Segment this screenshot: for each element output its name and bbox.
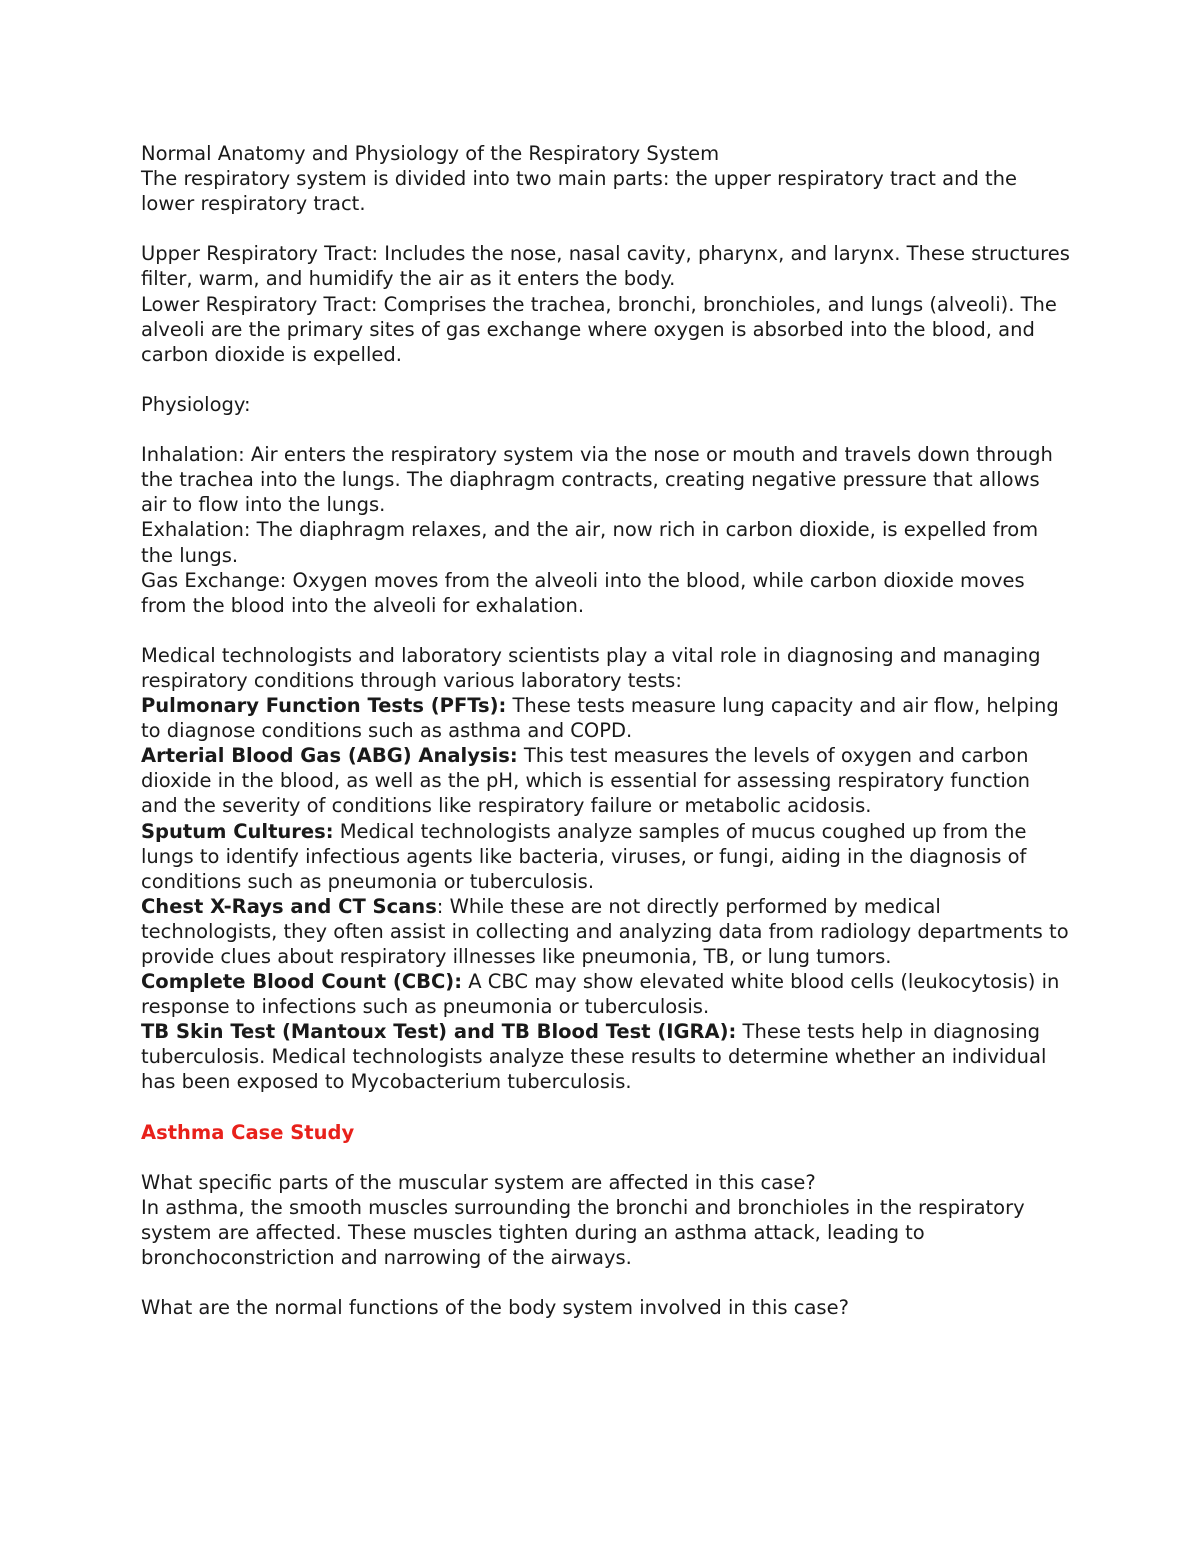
document-body: [141, 141, 1071, 1320]
lab-test-term: Pulmonary Function Tests (PFTs):: [141, 694, 507, 718]
lab-test-pft: [141, 693, 1071, 743]
case-study-title: Asthma Case Study: [141, 1120, 355, 1144]
lab-test-tb: [141, 1019, 1071, 1094]
lab-test-desc: These tests measure lung capacity and air flow, helping to diagnose conditions such as asthma and COPD.: [141, 694, 1059, 743]
lab-test-sputum: [141, 819, 1071, 894]
physiology-inhalation: Inhalation: Air enters the respiratory system via the nose or mouth and travels down through the trachea into the lungs. The diaphragm contracts, creating negative pressure that allows air to flow into the lungs.: [141, 443, 1053, 517]
spacer: [141, 1095, 1071, 1120]
spacer: [141, 618, 1071, 643]
lab-test-term: TB Skin Test (Mantoux Test) and TB Blood Test (IGRA):: [141, 1020, 737, 1044]
spacer: [141, 367, 1071, 392]
lab-test-term: Chest X-Rays and CT Scans: [141, 894, 437, 918]
lab-test-term: Sputum Cultures:: [141, 819, 334, 843]
spacer: [141, 417, 1071, 442]
case-answer-1: In asthma, the smooth muscles surrounding the bronchi and bronchioles in the respiratory system are affected. These muscles tighten during an asthma attack, leading to bronchoconstriction and narrowing of the airways.: [141, 1195, 1025, 1270]
lab-test-desc: : While these are not directly performed by medical technologists, they often assist in collecting and analyzing data from radiology departments to provide clues about respiratory illnesses like pneumonia, TB, or lung tumors.: [141, 894, 1069, 968]
lab-test-desc: This test measures the levels of oxygen and carbon dioxide in the blood, as well as the pH, which is essential for assessing respiratory function and the severity of conditions like respiratory failure or metabolic acidosis.: [141, 744, 1031, 818]
document-title: Normal Anatomy and Physiology of the Respiratory System: [141, 142, 720, 165]
physiology-gas-exchange: Gas Exchange: Oxygen moves from the alveoli into the blood, while carbon dioxide moves from the blood into the alveoli for exhalation.: [141, 568, 1025, 617]
case-question-1: What specific parts of the muscular system are affected in this case?: [141, 1170, 816, 1194]
case-question-2: What are the normal functions of the body system involved in this case?: [141, 1296, 849, 1320]
physiology-exhalation: Exhalation: The diaphragm relaxes, and the air, now rich in carbon dioxide, is expelled from the lungs.: [141, 518, 1039, 567]
lab-test-cbc: [141, 969, 1071, 1019]
anatomy-upper: Upper Respiratory Tract: Includes the nose, nasal cavity, pharynx, and larynx. These structures filter, warm, and humidify the air as it enters the body.: [141, 242, 1070, 291]
anatomy-lower: Lower Respiratory Tract: Comprises the trachea, bronchi, bronchioles, and lungs (alveoli). The alveoli are the primary sites of gas exchange where oxygen is absorbed into the blood, and carbon dioxide is expelled.: [141, 292, 1057, 366]
lab-test-desc: A CBC may show elevated white blood cells (leukocytosis) in response to infections such as pneumonia or tuberculosis.: [141, 970, 1060, 1019]
spacer: [141, 1145, 1071, 1170]
lab-test-imaging: [141, 894, 1071, 969]
lab-test-abg: [141, 743, 1071, 818]
lab-test-desc: Medical technologists analyze samples of mucus coughed up from the lungs to identify infectious agents like bacteria, viruses, or fungi, aiding in the diagnosis of conditions such as pneumonia or tuberculosis.: [141, 819, 1027, 893]
lab-intro: Medical technologists and laboratory scientists play a vital role in diagnosing and managing respiratory conditions through various laboratory tests:: [141, 643, 1041, 692]
lab-test-term: Complete Blood Count (CBC):: [141, 970, 463, 994]
intro-paragraph: The respiratory system is divided into two main parts: the upper respiratory tract and the lower respiratory tract.: [141, 167, 1018, 216]
lab-test-term: Arterial Blood Gas (ABG) Analysis:: [141, 744, 518, 768]
lab-test-desc: These tests help in diagnosing tuberculosis. Medical technologists analyze these results to determine whether an individual has been exposed to Mycobacterium tuberculosis.: [141, 1020, 1047, 1094]
spacer: [141, 1270, 1071, 1295]
spacer: [141, 216, 1071, 241]
physiology-heading: Physiology:: [141, 392, 251, 416]
